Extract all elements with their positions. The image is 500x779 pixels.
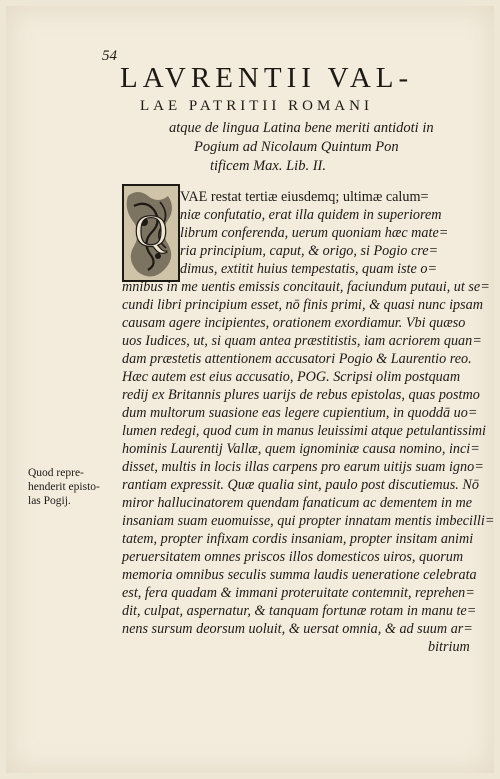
- title-line-2: LAE PATRITII ROMANI: [140, 98, 373, 114]
- body-line: memoria omnibus seculis summa laudis ueneratione celebrata: [122, 567, 477, 583]
- body-line: VAE restat tertiæ eiusdemq; ultimæ calum=: [180, 189, 429, 205]
- body-line: lumen redegi, quod cum in manus leuissimi atque petulantissimi: [122, 423, 486, 439]
- body-line: cundi libri principium esset, nō finis primi, & quasi nunc ipsam: [122, 297, 483, 313]
- decorated-initial-q: [122, 184, 180, 282]
- page-number: 54: [102, 48, 117, 64]
- body-line: ria principium, caput, & origo, si Pogio cre=: [180, 243, 439, 259]
- body-line: rantiam expressit. Quæ qualia sint, paulo post discutiemus. Nō: [122, 477, 479, 493]
- body-line: insaniam suam euomuisse, qui propter innatam mentis imbecilli=: [122, 513, 495, 529]
- subtitle-line-2: Pogium ad Nicolaum Quintum Pon: [194, 139, 399, 155]
- subtitle-line-3: tificem Max. Lib. II.: [210, 158, 326, 174]
- margin-note: [28, 466, 124, 508]
- margin-note-line: las Pogij.: [28, 495, 71, 507]
- body-line: dimus, extitit huius tempestatis, quam iste o=: [180, 261, 438, 277]
- body-line: bitrium: [428, 639, 470, 655]
- ornament-icon: [124, 186, 178, 280]
- body-line: peruersitatem omnes priscos illos domesticos uiros, quorum: [122, 549, 464, 565]
- margin-note-line: Quod repre-: [28, 467, 84, 479]
- drop-cap-letter: Q: [134, 205, 168, 256]
- body-line: librum conferenda, uerum quoniam hæc mate=: [180, 225, 449, 241]
- body-line: hominis Laurentij Vallæ, quem ignominiæ causa nomino, inci=: [122, 441, 480, 457]
- body-line: disset, multis in locis illas carpens pro earum uitijs suam igno=: [122, 459, 484, 475]
- margin-note-line: henderit episto-: [28, 481, 100, 493]
- body-line: causam agere incipientes, orationem exordiamur. Vbi quæso: [122, 315, 466, 331]
- body-line: dit, culpat, aspernatur, & tanquam fortunæ rotam in manu te=: [122, 603, 477, 619]
- body-line: dam præstetis attentionem accusatori Pogio & Laurentio reo.: [122, 351, 472, 367]
- body-line: mnibus in me uentis emissis concitauit, faciundum putaui, ut se=: [122, 279, 490, 295]
- body-line: niæ confutatio, erat illa quidem in superiorem: [180, 207, 442, 223]
- subtitle-line-1: atque de lingua Latina bene meriti antidoti in: [169, 120, 434, 136]
- body-line: dum multorum suasione eas legere cupientium, in quoddā uo=: [122, 405, 478, 421]
- title-line-1: LAVRENTII VAL-: [120, 62, 414, 94]
- book-page: [6, 6, 494, 773]
- body-line: uos Iudices, ut, si quam antea præstitistis, iam acriorem quan=: [122, 333, 482, 349]
- body-line: est, fera quadam & immani proteruitate contemnit, reprehen=: [122, 585, 475, 601]
- body-line: tatem, propter infixam cordis insaniam, propter insitam animi: [122, 531, 474, 547]
- body-line: nens sursum deorsum uoluit, & uersat omnia, & ad suum ar=: [122, 621, 473, 637]
- body-line: redij ex Britannis plures uarijs de rebus epistolas, quas postmo: [122, 387, 480, 403]
- body-line: miror hallucinatorem quendam fanaticum ac dementem in me: [122, 495, 473, 511]
- body-line: Hæc autem est eius accusatio, POG. Scripsi olim postquam: [122, 369, 461, 385]
